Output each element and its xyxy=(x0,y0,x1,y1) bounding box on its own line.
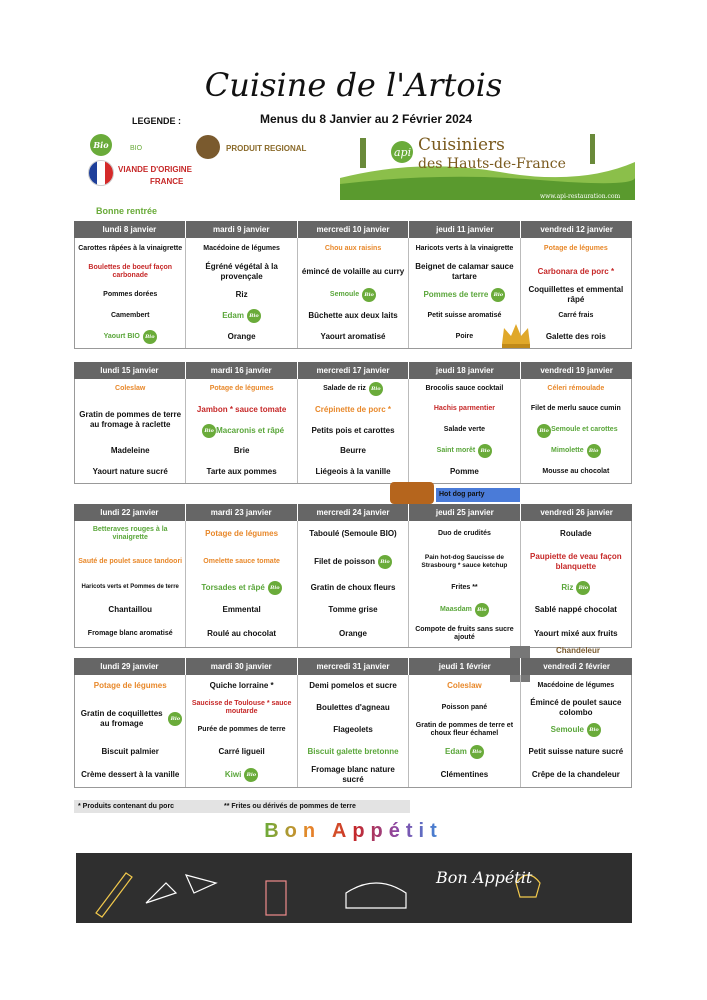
menu-item: Quiche lorraine * xyxy=(209,681,274,691)
menu-item: Biscuit galette bretonne xyxy=(307,747,399,757)
menu-item: Sauté de poulet sauce tandoori xyxy=(78,557,183,565)
menu-item: Yaourt BIO Bio xyxy=(75,326,185,348)
menu-item: Boulettes d'agneau xyxy=(316,703,390,713)
menu-item: Gratin de choux fleurs xyxy=(310,583,396,593)
regional-product-icon xyxy=(196,135,220,159)
bio-icon: Bio xyxy=(491,288,505,302)
menu-item: Riz Bio xyxy=(521,577,631,599)
page-title: Cuisine de l'Artois xyxy=(204,66,503,104)
day-header: vendredi 19 janvier xyxy=(540,366,613,375)
menu-item: Poisson pané xyxy=(441,703,488,711)
menu-item: Liégeois à la vanille xyxy=(315,467,391,477)
bio-icon: Bio xyxy=(475,603,489,617)
menu-item: Pomme xyxy=(449,467,479,477)
week-header xyxy=(74,362,632,379)
menu-item: Pommes dorées xyxy=(103,290,158,298)
menu-item: Émincé de poulet sauce colombo xyxy=(530,698,622,717)
menu-item: Égréné végétal à la provençale xyxy=(205,262,278,281)
week-1-table xyxy=(74,221,632,349)
bio-icon: Bio xyxy=(537,424,551,438)
api-logo xyxy=(340,128,635,200)
day-header: vendredi 12 janvier xyxy=(540,225,613,234)
menu-item: Roulé au chocolat xyxy=(207,629,277,639)
bio-icon: Bio xyxy=(202,424,216,438)
week-header xyxy=(74,221,632,238)
bio-icon: Bio xyxy=(168,712,182,726)
menu-item: Fromage blanc aromatisé xyxy=(87,629,173,637)
menu-item: Potage de légumes xyxy=(209,384,274,392)
menu-item: Jambon * sauce tomate xyxy=(196,404,287,414)
svg-text:Bon Appétit: Bon Appétit xyxy=(436,868,533,887)
menu-item: Carbonara de porc * xyxy=(537,267,615,277)
menu-item: Pommes de terre Bio xyxy=(409,284,519,306)
menu-item: Flageolets xyxy=(333,725,373,735)
day-header: mardi 23 janvier xyxy=(186,504,298,521)
chalkboard-banner xyxy=(76,853,632,923)
menu-item: Tomme grise xyxy=(328,605,378,615)
menu-item: Camembert xyxy=(110,311,150,319)
bio-icon: Bio xyxy=(362,288,376,302)
menu-item: Orange xyxy=(227,332,256,342)
day-header: lundi 15 janvier xyxy=(74,362,186,379)
menu-item: Gratin de pommes de terre au fromage à raclette xyxy=(79,410,182,429)
menu-item: Potage de légumes xyxy=(543,244,608,252)
bio-icon: Bio xyxy=(268,581,282,595)
menu-item: Emmental xyxy=(222,605,261,615)
day-header: mardi 30 janvier xyxy=(186,658,298,675)
menu-item: Gratin de pommes de terre et choux fleur échamel xyxy=(415,721,514,737)
menu-item: Potage de légumes xyxy=(93,681,167,691)
bio-icon: Bio xyxy=(587,444,601,458)
week-header xyxy=(74,504,632,521)
menu-item: Fromage blanc nature sucré xyxy=(311,765,395,784)
menu-item: Crépinette de porc * xyxy=(315,404,392,414)
legend-title: LEGENDE : xyxy=(132,116,182,126)
menu-item: Purée de pommes de terre xyxy=(197,725,286,733)
menu-item: Chou aux raisins xyxy=(324,244,382,252)
menu-item: Kiwi Bio xyxy=(186,763,296,787)
menu-item: Pain hot-dog Saucisse de Strasbourg * sauce ketchup xyxy=(421,554,508,569)
bio-icon: Bio xyxy=(470,745,484,759)
menu-item: Yaourt mixé aux fruits xyxy=(534,629,618,639)
menu-item: Demi pomelos et sucre xyxy=(309,681,397,691)
week-header xyxy=(74,658,632,675)
hot-dog-party-label: Hot dog party xyxy=(436,488,520,502)
menu-item: Frites ** xyxy=(451,583,478,591)
bio-icon: Bio xyxy=(478,444,492,458)
menu-item: Galette des rois xyxy=(545,332,606,342)
menu-item: Sablé nappé chocolat xyxy=(534,605,617,615)
menu-item: Carré frais xyxy=(558,311,594,319)
day-header: vendredi 2 février xyxy=(543,662,610,671)
menu-item: Mimolette Bio xyxy=(521,441,631,461)
menu-item: Omelette sauce tomate xyxy=(203,557,280,565)
menu-item: Crêpe de la chandeleur xyxy=(531,770,620,780)
bio-legend-label: BIO xyxy=(130,145,143,152)
menu-item: Compote de fruits sans sucre ajouté xyxy=(415,625,514,641)
hot-dog-image xyxy=(390,482,434,504)
menu-item: Beurre xyxy=(340,446,366,456)
svg-text:api: api xyxy=(394,146,412,159)
bonne-rentree-label: Bonne rentrée xyxy=(96,206,158,216)
menu-item: Haricots verts à la vinaigrette xyxy=(415,244,514,252)
menu-item: Macédoine de légumes xyxy=(537,681,615,689)
menu-item: Beignet de calamar sauce tartare xyxy=(415,262,514,281)
menu-item: Taboulé (Semoule BIO) xyxy=(309,529,397,539)
menu-item: Brie xyxy=(233,446,250,456)
menu-item: Petits pois et carottes xyxy=(311,425,395,435)
menu-item: Crème dessert à la vanille xyxy=(81,770,180,780)
menu-item: Tarte aux pommes xyxy=(206,467,277,477)
bio-icon: Bio xyxy=(143,330,157,344)
menu-item: Riz xyxy=(235,290,248,300)
menu-date-range: Menus du 8 Janvier au 2 Février 2024 xyxy=(260,112,473,126)
menu-item: Filet de merlu sauce cumin xyxy=(530,405,621,413)
menu-item: Haricots verts et Pommes de terre xyxy=(81,584,179,591)
day-header: mercredi 17 janvier xyxy=(298,362,410,379)
origin-legend-line1: VIANDE D'ORIGINE xyxy=(118,165,192,174)
menu-item: Bûchette aux deux laits xyxy=(308,311,398,321)
day-header: jeudi 11 janvier xyxy=(409,221,521,238)
menu-item: Torsades et râpé Bio xyxy=(186,577,296,599)
day-header: jeudi 1 février xyxy=(409,658,521,675)
footer-legend xyxy=(74,800,410,813)
fries-note: ** Frites ou dérivés de pommes de terre xyxy=(224,803,356,810)
menu-item: Saucisse de Toulouse * sauce moutarde xyxy=(191,699,292,715)
menu-item: Semoule Bio xyxy=(298,284,408,306)
bio-icon: Bio xyxy=(244,768,258,782)
svg-text:www.api-restauration.com: www.api-restauration.com xyxy=(540,193,621,200)
menu-item: Poire xyxy=(455,332,474,340)
bio-icon: Bio xyxy=(576,581,590,595)
svg-text:Cuisiniers: Cuisiniers xyxy=(418,135,505,155)
chandeleur-label: Chandeleur xyxy=(556,646,601,655)
menu-item: Coquillettes et emmental râpé xyxy=(528,285,624,304)
menu-item: Mousse au chocolat xyxy=(542,467,610,475)
day-header: mercredi 31 janvier xyxy=(298,658,410,675)
menu-item: Carottes râpées à la vinaigrette xyxy=(78,244,183,252)
week-2-table xyxy=(74,362,632,484)
menu-item: Paupiette de veau façon blanquette xyxy=(530,552,622,571)
bio-icon: Bio xyxy=(587,723,601,737)
menu-item: Petit suisse aromatisé xyxy=(427,311,502,319)
menu-item: Yaourt aromatisé xyxy=(320,332,386,342)
france-flag-icon xyxy=(88,160,114,186)
menu-item: Filet de poisson Bio xyxy=(298,547,408,577)
bio-icon: Bio xyxy=(369,382,383,396)
menu-item: Betteraves rouges à la vinaigrette xyxy=(92,525,168,541)
crown-icon xyxy=(500,322,532,350)
menu-item: Orange xyxy=(339,629,368,639)
pork-note: * Produits contenant du porc xyxy=(78,803,175,810)
menu-item: Coleslaw xyxy=(115,384,146,392)
menu-item: Macédoine de légumes xyxy=(203,244,280,252)
menu-item: Céleri rémoulade xyxy=(547,384,605,392)
day-header: jeudi 18 janvier xyxy=(409,362,521,379)
bio-legend-icon: Bio xyxy=(90,134,112,156)
menu-item: Edam Bio xyxy=(186,306,296,326)
menu-item: Petit suisse nature sucré xyxy=(528,747,624,757)
menu-item: Edam Bio xyxy=(409,741,519,763)
menu-item: Semoule Bio xyxy=(521,719,631,741)
menu-item: Bio Macaronis et râpé xyxy=(186,420,296,441)
menu-item: Yaourt nature sucré xyxy=(92,467,168,477)
week-3-table xyxy=(74,504,632,648)
day-header: mercredi 24 janvier xyxy=(298,504,410,521)
day-header: jeudi 25 janvier xyxy=(409,504,521,521)
menu-item: Clémentines xyxy=(440,770,489,780)
bio-icon: Bio xyxy=(378,555,392,569)
svg-text:des Hauts-de-France: des Hauts-de-France xyxy=(418,156,566,172)
regional-product-label: PRODUIT REGIONAL xyxy=(226,144,307,153)
menu-item: Hachis parmentier xyxy=(433,405,495,413)
day-header: mardi 16 janvier xyxy=(186,362,298,379)
day-header: lundi 29 janvier xyxy=(74,658,186,675)
menu-item: Bio Semoule et carottes xyxy=(521,420,631,441)
menu-item: Roulade xyxy=(560,529,592,539)
menu-item: Saint morêt Bio xyxy=(409,441,519,461)
menu-item: Gratin de coquillettes au fromage Bio xyxy=(75,697,185,741)
day-header: lundi 22 janvier xyxy=(74,504,186,521)
day-header: lundi 8 janvier xyxy=(74,221,186,238)
menu-item: Duo de crudités xyxy=(437,529,491,537)
origin-legend-line2: FRANCE xyxy=(150,177,184,186)
menu-item: Carré liguеil xyxy=(218,747,265,757)
day-header: vendredi 26 janvier xyxy=(540,508,613,517)
week-4-table xyxy=(74,658,632,788)
day-header: mardi 9 janvier xyxy=(186,221,298,238)
menu-item: Salade verte xyxy=(443,426,486,434)
menu-item: Salade de riz Bio xyxy=(298,379,408,399)
day-header: mercredi 10 janvier xyxy=(298,221,410,238)
menu-item: Biscuit palmier xyxy=(101,747,159,757)
bio-icon: Bio xyxy=(247,309,261,323)
menu-item: émincé de volaille au curry xyxy=(301,267,405,277)
menu-item: Brocolis sauce cocktail xyxy=(425,384,504,392)
bon-appetit-text: Bon Appétit xyxy=(264,820,443,842)
menu-item: Coleslaw xyxy=(447,681,482,691)
menu-item: Maasdam Bio xyxy=(409,599,519,621)
menu-item: Potage de légumes xyxy=(205,529,279,539)
menu-item: Madeleine xyxy=(110,446,150,456)
menu-item: Boulettes de boeuf façon carbonade xyxy=(88,263,173,279)
bon-appetit-heading xyxy=(0,820,707,843)
menu-item: Chantaillou xyxy=(108,605,152,615)
